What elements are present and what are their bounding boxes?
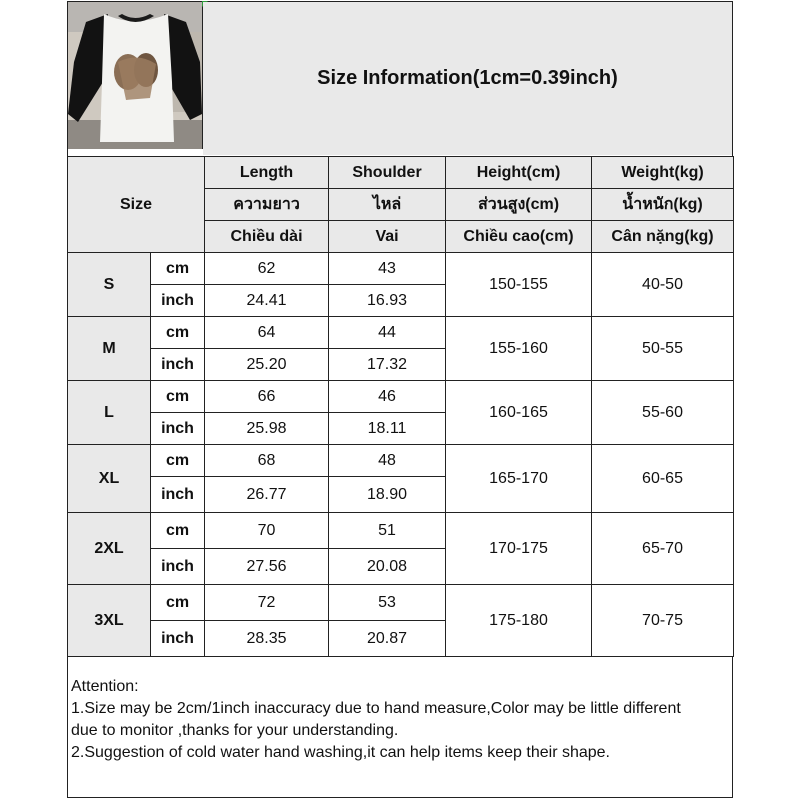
height-range: 175-180 (446, 585, 592, 657)
unit-cm: cm (151, 381, 205, 413)
unit-cm: cm (151, 585, 205, 621)
size-header: Size (68, 157, 205, 253)
shoulder-inch: 18.11 (329, 413, 446, 445)
shoulder-inch: 17.32 (329, 349, 446, 381)
col-shoulder-en: Shoulder (329, 157, 446, 189)
weight-range: 70-75 (592, 585, 734, 657)
shoulder-inch: 20.08 (329, 549, 446, 585)
height-range: 165-170 (446, 445, 592, 513)
shoulder-cm: 51 (329, 513, 446, 549)
product-photo (68, 2, 203, 149)
weight-range: 60-65 (592, 445, 734, 513)
height-range: 170-175 (446, 513, 592, 585)
col-height-th: ส่วนสูง(cm) (446, 189, 592, 221)
unit-inch: inch (151, 477, 205, 513)
size-label: L (68, 381, 151, 445)
length-inch: 28.35 (205, 621, 329, 657)
shoulder-cm: 44 (329, 317, 446, 349)
col-length-th: ความยาว (205, 189, 329, 221)
shoulder-inch: 16.93 (329, 285, 446, 317)
length-cm: 70 (205, 513, 329, 549)
length-inch: 25.20 (205, 349, 329, 381)
col-weight-th: น้ำหนัก(kg) (592, 189, 734, 221)
weight-range: 50-55 (592, 317, 734, 381)
col-shoulder-th: ไหล่ (329, 189, 446, 221)
length-cm: 64 (205, 317, 329, 349)
col-height-en: Height(cm) (446, 157, 592, 189)
height-range: 160-165 (446, 381, 592, 445)
attention-line-1: 1.Size may be 2cm/1inch inaccuracy due to hand measure,Color may be little different (71, 700, 681, 717)
length-cm: 66 (205, 381, 329, 413)
page-title: Size Information(1cm=0.39inch) (203, 2, 732, 155)
size-table (67, 156, 734, 657)
height-range: 150-155 (446, 253, 592, 317)
size-label: XL (68, 445, 151, 513)
col-length-vi: Chiều dài (205, 221, 329, 253)
weight-range: 40-50 (592, 253, 734, 317)
length-cm: 72 (205, 585, 329, 621)
shoulder-cm: 46 (329, 381, 446, 413)
unit-cm: cm (151, 317, 205, 349)
attention-notes (67, 674, 733, 798)
unit-inch: inch (151, 349, 205, 381)
length-inch: 26.77 (205, 477, 329, 513)
unit-inch: inch (151, 621, 205, 657)
shoulder-cm: 48 (329, 445, 446, 477)
length-cm: 68 (205, 445, 329, 477)
attention-heading: Attention: (71, 678, 139, 695)
unit-cm: cm (151, 253, 205, 285)
length-inch: 24.41 (205, 285, 329, 317)
size-label: M (68, 317, 151, 381)
col-length-en: Length (205, 157, 329, 189)
unit-cm: cm (151, 513, 205, 549)
shoulder-inch: 18.90 (329, 477, 446, 513)
length-inch: 27.56 (205, 549, 329, 585)
col-shoulder-vi: Vai (329, 221, 446, 253)
height-range: 155-160 (446, 317, 592, 381)
raglan-tshirt-image (68, 2, 202, 149)
shoulder-cm: 43 (329, 253, 446, 285)
weight-range: 55-60 (592, 381, 734, 445)
size-label: S (68, 253, 151, 317)
size-label: 3XL (68, 585, 151, 657)
shoulder-inch: 20.87 (329, 621, 446, 657)
length-cm: 62 (205, 253, 329, 285)
size-label: 2XL (68, 513, 151, 585)
attention-line-3: 2.Suggestion of cold water hand washing,it can help items keep their shape. (71, 744, 610, 761)
length-inch: 25.98 (205, 413, 329, 445)
shoulder-cm: 53 (329, 585, 446, 621)
unit-inch: inch (151, 549, 205, 585)
unit-inch: inch (151, 413, 205, 445)
unit-cm: cm (151, 445, 205, 477)
weight-range: 65-70 (592, 513, 734, 585)
col-height-vi: Chiều cao(cm) (446, 221, 592, 253)
attention-line-2: due to monitor ,thanks for your understanding. (71, 722, 399, 739)
col-weight-vi: Cân nặng(kg) (592, 221, 734, 253)
unit-inch: inch (151, 285, 205, 317)
col-weight-en: Weight(kg) (592, 157, 734, 189)
